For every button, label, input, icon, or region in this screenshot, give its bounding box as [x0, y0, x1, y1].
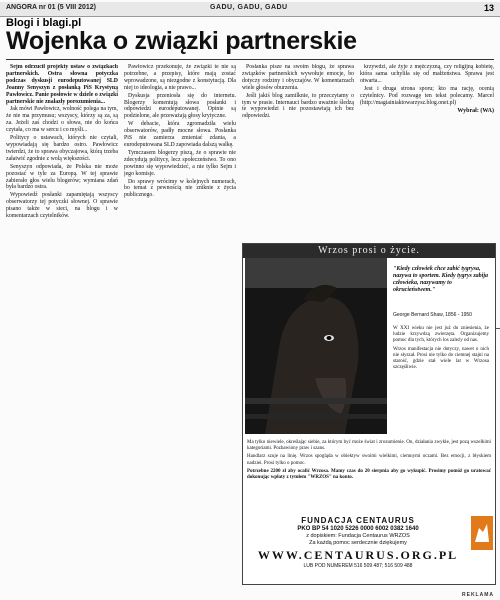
paragraph: Handlarz szuje na linię. Wrzos spogląda w obiektyw swoimi wielkimi, ciemnymi oczami. Bez emocji, z błyskiem nadziei. Prosi tylko o pomoc.: [247, 454, 491, 466]
article-headline: Wojenka o związki partnerskie: [6, 27, 357, 55]
paragraph: krzywdzi, ale żyje z mężczyzną, czy religijną kobietę, która sama uchyliła się od małżeństwa. Sprawa jest otwarta...: [360, 64, 494, 84]
article-column-4: [360, 64, 494, 264]
paragraph: Dyskusja przeniosła się do internetu. Blogerzy komentują słowa posłanki i odpowiedzi eurodeputowanej. Opinie są podzielone, ale przeważają głosy krytyczne.: [124, 92, 236, 120]
thanks-note: Za każdą pomoc serdecznie dziękujemy: [309, 540, 407, 546]
paragraph: Tymczasem blogerzy piszą, że o sprawie nie zdecydują politycy, lecz społeczeństwo. To ono powinno się wypowiedzieć, a nie tylko Sejm i jego komisje.: [124, 149, 236, 177]
paragraph: Sejm odrzucił projekty ustaw o związkach partnerskich. Ostra słowna potyczka podczas dyskusji eurodeputowanej SLD Joanny Senyszyn z posłanką PiS Krystyną Pawłowicz. Panie posłowie w dziele o związki partnerskie nie znalazły porozumienia...: [6, 64, 118, 105]
article-column-3: [242, 64, 354, 264]
horse-photo: [245, 258, 387, 434]
page-edge-mark: [496, 328, 500, 329]
paragraph: Posłanka pisze na swoim blogu, że sprawa związków partnerskich wywołuje emocje, bo dotyczy rodziny i obyczajów. W komentarzach wiele głosów oburzenia.: [242, 64, 354, 91]
phone-info: LUB POD NUMEREM 516 509 487; 516 509 488: [303, 563, 413, 569]
paragraph: Do sprawy wrócimy w kolejnych numerach, bo temat z pewnością nie zniknie z życia publicznego.: [124, 178, 236, 199]
quote-author: George Bernard Shaw, 1856 - 1950: [393, 312, 472, 318]
paragraph: Senyszyn odpowiada, że Polska nie może pozostać w tyle za Europą. W tej sprawie zabierało głos wielu blogerów; wymiana zdań była bardzo ostra.: [6, 163, 118, 191]
website-link[interactable]: WWW.CENTAURUS.ORG.PL: [257, 548, 459, 562]
magazine-issue: ANGORA nr 01 (5 VIII 2012): [6, 4, 96, 11]
foundation-name: FUNDACJA CENTAURUS: [301, 516, 415, 525]
ad-body-text: [247, 440, 491, 483]
article-signature: Wybrał: (WA): [457, 108, 494, 115]
section-title: GADU, GADU, GADU: [210, 4, 288, 11]
paragraph: Pawłowicz przekonuje, że związki te nie są potrzebne, a przepisy, które mają zostać wprowadzone, są niezgodne z konstytucją. Dla niej to ideologia, a nie prawo...: [124, 64, 236, 91]
page-number: 13: [483, 3, 494, 13]
horse-illustration: [245, 258, 387, 434]
bank-account: PKO BP 54 1020 5226 0000 6002 0382 1640: [297, 526, 419, 532]
headline-divider: [6, 59, 494, 60]
paragraph: W debacie, która zgromadziła wielu obserwatorów, padły mocne słowa. Posłanka PiS nie zamierza zmieniać zdania, a eurodeputowana SLD zapowiada dalszą walkę.: [124, 121, 236, 148]
paragraph: Wrzos manifestacja nie dotyczy, nawet o nich nie słyszał. Prosi nie tylko do ciemnej stajni na starość, gdzie stał wiele lat w Wrzosa szczęśliwie.: [393, 346, 489, 371]
transfer-note: z dopiskiem: Fundacja Centaurus WRZOS: [306, 533, 410, 539]
paragraph: Jest i druga strona sporu; kto ma rację, ocenią czytelnicy. Pod rozwagę ten tekst polecamy. Marcel (http://magiainiaktowarzysz.blog.onet.pl): [360, 85, 494, 106]
centaurus-logo-icon: [471, 516, 493, 550]
article-column-1: [6, 64, 118, 594]
ad-side-text: [393, 326, 489, 373]
article-kicker: Blogi i blagi.pl: [6, 17, 82, 29]
paragraph: Potrzebne 2200 zł aby ocalić Wrzosa. Mamy czas do 20 sierpnia aby go wykupić. Prosimy pomóż go uratować dokonując wpłaty z tytułem "WRZOS" na konto.: [247, 468, 491, 481]
paragraph: Jak mówi Pawłowicz, wolność polega na tym, że nie ma przymusu; wszyscy, którzy są za, są za. Jeżeli zaś chodzi o słowa, nie do końca czytała, co ma w sercu i co myśli...: [6, 106, 118, 134]
charity-advertisement: [242, 243, 496, 585]
ad-quote: "Kiedy człowiek chce zabić tygrysa, nazywa to sportem. Kiedy tygrys zabija człowieka, nazywamy to okrucieństwem.": [393, 266, 488, 293]
article-column-2: [124, 64, 236, 594]
paragraph: Wypowiedź posłanki zapamiętają wszyscy obserwatorzy tej potyczki słownej. O sprawie pisano także w sieci, na blogu i w komentarzach czytelników.: [6, 192, 118, 220]
paragraph: Politycy o ustawach, których nie czytali, wypowiadają się bardzo ostro. Pawłowicz twierdzi, że to sprawa obyczajowa, którą trzeba załatwić zgodnie z wolą większości.: [6, 135, 118, 162]
paragraph: Ma tylko niewiele, określając siebie, za którym być może świat i zrozumienie. On, działania zwykłe, jest pozą wszelkimi kategoriami. Pozbawiony praw i szans.: [247, 440, 491, 452]
ad-title: Wrzos prosi o życie.: [243, 244, 495, 258]
paragraph: Jeśli jakiś blog zamilknie, to przeczytamy o tym w prasie. Internauci bardzo uważnie śledzą te wypowiedzi i nie pozostawiają ich bez odpowiedzi.: [242, 92, 354, 120]
paragraph: W XXI wieku nie jest już do zniesienia, że ludzie krzywdzą zwierzęta. Organizujemy pomoc dla tych, których los zależy od nas.: [393, 326, 489, 344]
foundation-info: [245, 516, 471, 569]
advertisement-label: REKLAMA: [462, 592, 494, 598]
page-header: [0, 2, 500, 17]
